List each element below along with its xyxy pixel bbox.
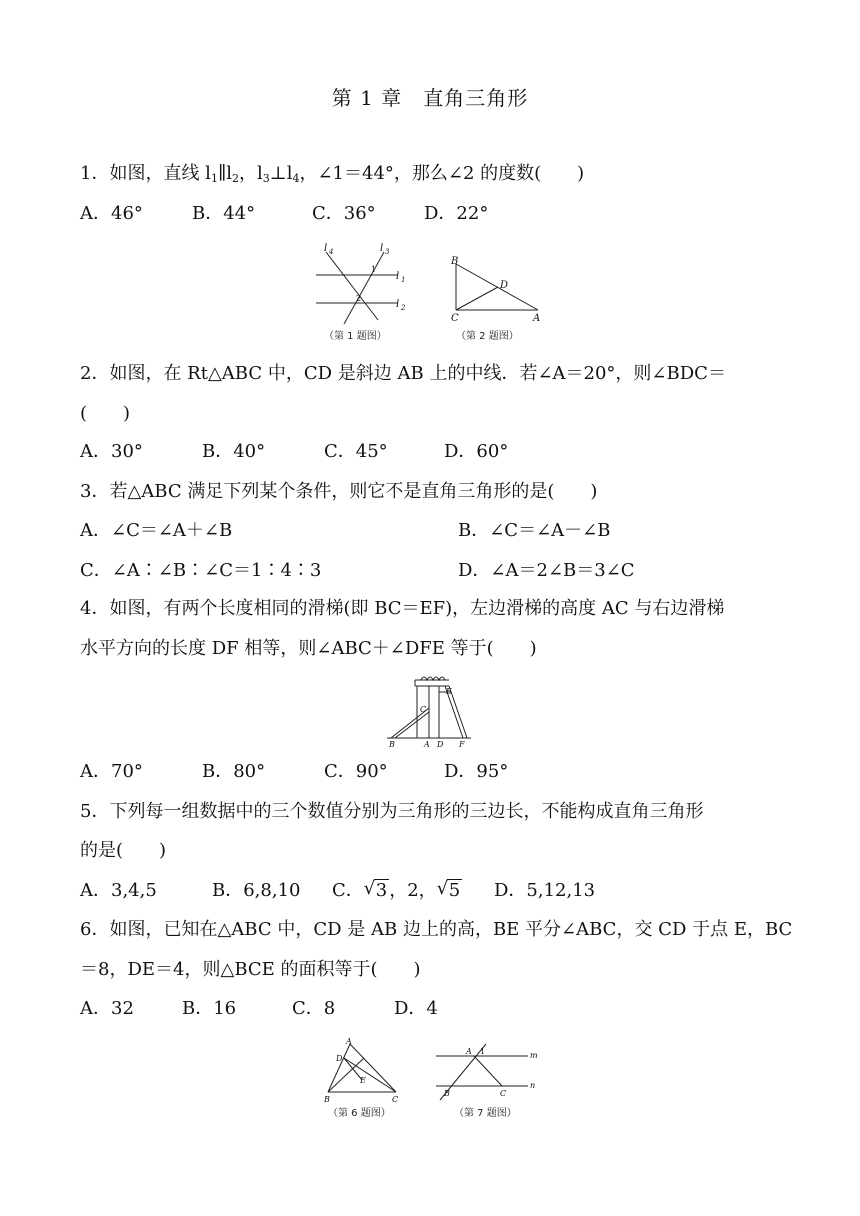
q1-text: 1．如图，直线 l	[80, 163, 211, 184]
fig7-label-b: B	[444, 1089, 450, 1098]
fig6-label-e: E	[360, 1076, 366, 1085]
question-4-stem: 4．如图，有两个长度相同的滑梯(即 BC＝EF)，左边滑梯的高度 AC 与右边滑梯	[80, 598, 725, 619]
fig2-label-a: A	[533, 313, 541, 324]
fig7-caption: （第 7 题图）	[454, 1108, 517, 1119]
fig4-label-e: E	[446, 687, 452, 696]
fig1-angle-2: 2	[356, 294, 362, 303]
fig6-label-c: C	[392, 1095, 399, 1104]
question-6-stem-cont: ＝8，DE＝4，则△BCE 的面积等于( )	[80, 959, 421, 980]
q1-text: ，l	[239, 163, 263, 184]
q6-option-d: D．4	[394, 998, 438, 1019]
q3-option-c: C．∠A∶∠B∶∠C＝1∶4∶3	[80, 560, 322, 581]
q1-option-d: D．22°	[424, 203, 489, 224]
fig4-label-d: D	[437, 740, 444, 749]
figure-1-2	[310, 238, 550, 346]
fig7-label-n: n	[530, 1081, 536, 1090]
figure-4	[385, 672, 475, 750]
q2-option-b: B．40°	[202, 441, 266, 462]
fig1-label-l2-sub: 2	[401, 304, 406, 312]
fig1-label-l1-sub: 1	[401, 276, 406, 284]
q1-text: ∥l	[217, 163, 233, 184]
fig4-label-b: B	[389, 740, 395, 749]
fig2-label-c: C	[451, 313, 459, 324]
question-6-stem: 6．如图，已知在△ABC 中，CD 是 AB 边上的高，BE 平分∠ABC，交 CD 于点 E，BC	[80, 919, 793, 940]
fig1-label-l3-sub: 3	[385, 248, 390, 256]
fig1-label-l1: l	[396, 271, 400, 282]
fig4-label-a: A	[424, 740, 430, 749]
fig4-label-c: C	[420, 705, 427, 714]
figure-6-7	[318, 1036, 548, 1122]
fig7-label-a: A	[466, 1047, 472, 1056]
q6-option-a: A．32	[80, 998, 134, 1019]
question-5-stem-cont: 的是( )	[80, 840, 167, 861]
fig7-label-m: m	[530, 1051, 538, 1060]
q1-text: ⊥l	[269, 163, 293, 184]
q6-option-c: C．8	[292, 998, 336, 1019]
q4-option-a: A．70°	[80, 761, 143, 782]
fig6-label-a: A	[346, 1037, 352, 1046]
q1-sub: 2	[232, 172, 240, 185]
sqrt-3	[364, 879, 389, 903]
fig6-label-d: D	[336, 1054, 343, 1063]
question-4-stem-cont: 水平方向的长度 DF 相等，则∠ABC＋∠DFE 等于( )	[80, 638, 537, 659]
q5-option-b: B．6,8,10	[212, 880, 301, 901]
question-1-stem	[80, 162, 584, 191]
q1-option-b: B．44°	[192, 203, 256, 224]
fig6-label-b: B	[324, 1095, 330, 1104]
fig2-label-d: D	[500, 280, 509, 291]
q1-text: ，∠1＝44°，那么∠2 的度数( )	[299, 163, 585, 184]
q1-option-c: C．36°	[312, 203, 376, 224]
q5-option-c-mid: ，2，	[389, 880, 437, 901]
fig1-label-l2: l	[396, 299, 400, 310]
page-title: 第 1 章 直角三角形	[331, 86, 529, 110]
fig1-caption: （第 1 题图）	[324, 331, 387, 342]
radicand-3: 3	[375, 880, 388, 901]
q3-option-d: D．∠A＝2∠B＝3∠C	[458, 560, 635, 581]
q2-option-a: A．30°	[80, 441, 143, 462]
sqrt-5	[437, 879, 462, 903]
q4-option-d: D．95°	[444, 761, 509, 782]
q1-sub: 1	[210, 172, 218, 185]
q1-option-a: A．46°	[80, 203, 143, 224]
q4-option-c: C．90°	[324, 761, 388, 782]
fig1-label-l3: l	[380, 243, 384, 254]
fig1-label-l4: l	[324, 243, 328, 254]
q1-sub: 3	[262, 172, 270, 185]
question-5-stem: 5．下列每一组数据中的三个数值分别为三角形的三边长，不能构成直角三角形	[80, 801, 704, 822]
question-2-stem: 2．如图，在 Rt△ABC 中，CD 是斜边 AB 上的中线．若∠A＝20°，则∠BDC＝	[80, 363, 726, 384]
question-3-stem: 3．若△ABC 满足下列某个条件，则它不是直角三角形的是( )	[80, 481, 598, 502]
fig4-label-f: F	[459, 740, 465, 749]
radicand-5: 5	[448, 880, 461, 901]
q5-option-a: A．3,4,5	[80, 880, 157, 901]
fig6-caption: （第 6 题图）	[328, 1108, 391, 1119]
q2-option-d: D．60°	[444, 441, 509, 462]
question-2-stem-cont: ( )	[80, 403, 131, 424]
q1-sub: 4	[292, 172, 300, 185]
fig2-caption: （第 2 题图）	[456, 331, 519, 342]
q5-option-c	[332, 879, 462, 903]
figure-2	[456, 264, 538, 310]
q4-option-b: B．80°	[202, 761, 266, 782]
fig7-label-c: C	[500, 1089, 507, 1098]
fig2-label-b: B	[451, 256, 459, 267]
fig1-angle-1: 1	[371, 265, 377, 274]
figure-1	[316, 252, 398, 324]
q2-option-c: C．45°	[324, 441, 388, 462]
q3-option-b: B．∠C＝∠A－∠B	[458, 520, 611, 541]
q6-option-b: B．16	[182, 998, 237, 1019]
fig7-angle-1: 1	[480, 1047, 486, 1056]
q5-option-c-prefix: C．	[332, 880, 364, 901]
q5-option-d: D．5,12,13	[494, 880, 596, 901]
fig1-label-l4-sub: 4	[329, 248, 334, 256]
q3-option-a: A．∠C＝∠A＋∠B	[80, 520, 233, 541]
